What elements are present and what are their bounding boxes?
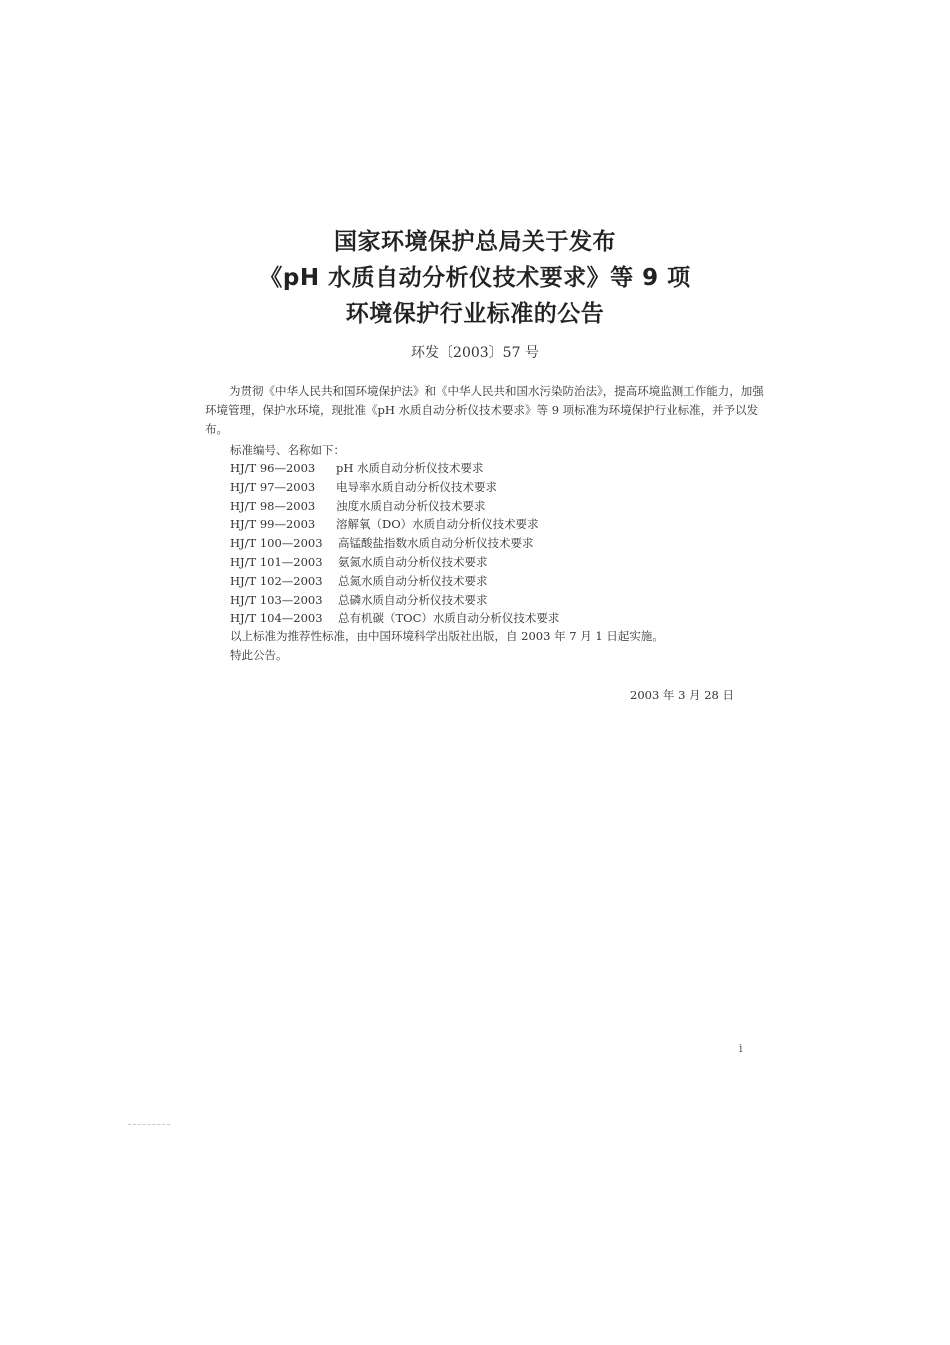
title-line-3: 环境保护行业标准的公告 <box>345 301 605 327</box>
standard-item <box>230 459 559 478</box>
standard-item <box>230 553 559 572</box>
standard-code: HJ/T 100—2003 <box>230 536 323 551</box>
standard-item <box>230 515 559 534</box>
announcement-closing: 特此公告。 <box>230 648 288 662</box>
standard-name: 总氮水质自动分析仪技术要求 <box>338 573 488 588</box>
standard-name: 溶解氧（DO）水质自动分析仪技术要求 <box>336 517 539 532</box>
standard-code: HJ/T 96—2003 <box>230 461 316 475</box>
standard-item <box>230 609 559 628</box>
standard-code: HJ/T 102—2003 <box>230 573 323 588</box>
standards-list-intro: 标准编号、名称如下： <box>230 443 345 457</box>
announcement-title <box>0 224 950 332</box>
standard-name: 总有机碳（TOC）水质自动分析仪技术要求 <box>338 611 560 626</box>
standard-name: 浊度水质自动分析仪技术要求 <box>336 498 486 513</box>
standard-item <box>230 478 559 497</box>
standard-code: HJ/T 101—2003 <box>230 554 323 569</box>
standard-name: pH 水质自动分析仪技术要求 <box>336 461 484 475</box>
page-number: i <box>739 1042 743 1055</box>
issue-date: 2003 年 3 月 28 日 <box>630 688 734 702</box>
standard-item <box>230 572 559 591</box>
body-paragraph: 为贯彻《中华人民共和国环境保护法》和《中华人民共和国水污染防治法》，提高环境监测工作能力，加强环境管理，保护水环境，现批准《pH 水质自动分析仪技术要求》等 9 项标准为环境保护行业标准，并予以发布。 <box>205 384 764 436</box>
closing-block <box>230 627 664 665</box>
standard-code: HJ/T 98—2003 <box>230 498 316 513</box>
standard-code: HJ/T 97—2003 <box>230 479 316 494</box>
standard-name: 电导率水质自动分析仪技术要求 <box>336 479 497 494</box>
standard-code: HJ/T 99—2003 <box>230 517 316 532</box>
standard-name: 总磷水质自动分析仪技术要求 <box>338 592 488 607</box>
title-line-2: 《pH 水质自动分析仪技术要求》等 9 项 <box>259 265 691 291</box>
title-line-1: 国家环境保护总局关于发布 <box>334 229 616 255</box>
effective-date-statement: 以上标准为推荐性标准，由中国环境科学出版社出版，自 2003 年 7 月 1 日起实施。 <box>230 629 664 643</box>
scan-artifact-line <box>128 1124 170 1125</box>
standard-name: 氨氮水质自动分析仪技术要求 <box>338 554 488 569</box>
standard-item <box>230 534 559 553</box>
document-number: 环发〔2003〕57 号 <box>411 345 539 361</box>
standard-code: HJ/T 104—2003 <box>230 611 323 626</box>
standards-list <box>230 459 559 628</box>
standard-code: HJ/T 103—2003 <box>230 592 323 607</box>
standard-item <box>230 497 559 516</box>
standard-item <box>230 591 559 610</box>
standard-name: 高锰酸盐指数水质自动分析仪技术要求 <box>338 536 534 551</box>
